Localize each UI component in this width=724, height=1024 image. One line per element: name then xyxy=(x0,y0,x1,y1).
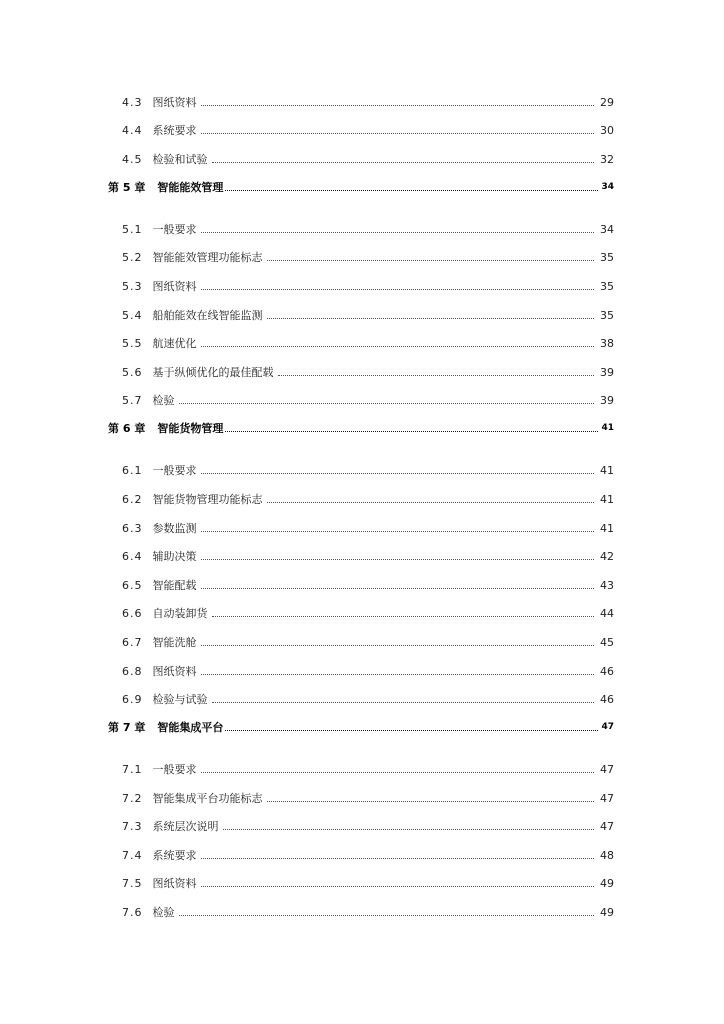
toc-item-row[interactable] xyxy=(108,784,614,813)
dot-leader xyxy=(278,375,595,376)
toc-item-row[interactable] xyxy=(108,117,614,146)
dot-leader xyxy=(179,915,595,916)
toc-entry-page-number: 49 xyxy=(600,906,614,920)
toc-item-row[interactable] xyxy=(108,453,614,485)
toc-item-row[interactable] xyxy=(108,752,614,784)
toc-entry-number: 6.7 xyxy=(122,635,143,649)
toc-entry-page-number: 29 xyxy=(600,95,614,109)
toc-item-row[interactable] xyxy=(108,387,614,416)
toc-entry-title: 检验 xyxy=(152,906,175,920)
toc-entry-number: 6.9 xyxy=(122,693,143,707)
dot-leader xyxy=(225,730,598,731)
toc-entry-number: 4.3 xyxy=(122,95,143,109)
toc-entry-number: 7.4 xyxy=(122,848,143,862)
dot-leader xyxy=(201,858,595,859)
dot-leader xyxy=(201,559,595,560)
toc-entry-page-number: 41 xyxy=(600,521,614,535)
dot-leader xyxy=(201,473,595,474)
toc-entry-page-number: 46 xyxy=(600,664,614,678)
toc-entry-title: 参数监测 xyxy=(152,521,197,535)
toc-entry-page-number: 41 xyxy=(600,464,614,478)
toc-entry-title: 智能货物管理 xyxy=(157,422,224,436)
toc-item-row[interactable] xyxy=(108,628,614,657)
toc-entry-title: 系统层次说明 xyxy=(152,820,219,834)
dot-leader xyxy=(201,289,595,290)
toc-entry-title: 图纸资料 xyxy=(152,664,197,678)
toc-entry-number: 5.2 xyxy=(122,251,143,265)
toc-entry-page-number: 39 xyxy=(600,365,614,379)
dot-leader xyxy=(201,772,595,773)
toc-item-row[interactable] xyxy=(108,571,614,600)
toc-entry-number: 7.3 xyxy=(122,820,143,834)
toc-entry-title: 智能能效管理功能标志 xyxy=(152,251,263,265)
toc-entry-number: 第 6 章 xyxy=(108,422,146,436)
toc-entry-page-number: 35 xyxy=(600,251,614,265)
dot-leader xyxy=(201,346,595,347)
toc-entry-page-number: 35 xyxy=(600,308,614,322)
toc-entry-title: 检验与试验 xyxy=(152,693,208,707)
toc-entry-number: 6.6 xyxy=(122,607,143,621)
dot-leader xyxy=(225,190,598,191)
dot-leader xyxy=(223,829,595,830)
toc-entry-title: 智能能效管理 xyxy=(157,180,224,194)
toc-entry-number: 5.1 xyxy=(122,222,143,236)
toc-entry-number: 4.4 xyxy=(122,124,143,138)
toc-item-row[interactable] xyxy=(108,244,614,273)
toc-entry-title: 基于纵倾优化的最佳配载 xyxy=(152,365,274,379)
toc-entry-number: 7.1 xyxy=(122,763,143,777)
dot-leader xyxy=(201,105,595,106)
toc-entry-title: 智能洗舱 xyxy=(152,635,197,649)
dot-leader xyxy=(267,318,595,319)
toc-item-row[interactable] xyxy=(108,813,614,842)
toc-entry-page-number: 47 xyxy=(601,722,614,733)
toc-entry-title: 一般要求 xyxy=(152,222,197,236)
dot-leader xyxy=(267,502,595,503)
toc-entry-number: 4.5 xyxy=(122,152,143,166)
toc-entry-number: 6.8 xyxy=(122,664,143,678)
dot-leader xyxy=(225,431,598,432)
toc-entry-number: 6.4 xyxy=(122,550,143,564)
toc-entry-number: 第 5 章 xyxy=(108,180,146,194)
toc-item-row[interactable] xyxy=(108,841,614,870)
toc-entry-number: 5.5 xyxy=(122,337,143,351)
toc-entry-title: 图纸资料 xyxy=(152,279,197,293)
toc-item-row[interactable] xyxy=(108,330,614,359)
toc-entry-number: 6.3 xyxy=(122,521,143,535)
toc-entry-title: 航速优化 xyxy=(152,337,197,351)
toc-chapter-row[interactable] xyxy=(108,174,614,212)
toc-item-row[interactable] xyxy=(108,485,614,514)
toc-entry-page-number: 43 xyxy=(600,578,614,592)
toc-entry-number: 7.6 xyxy=(122,906,143,920)
toc-item-row[interactable] xyxy=(108,88,614,117)
toc-item-row[interactable] xyxy=(108,870,614,899)
toc-entry-page-number: 35 xyxy=(600,279,614,293)
dot-leader xyxy=(267,260,595,261)
toc-entry-page-number: 49 xyxy=(600,877,614,891)
toc-entry-number: 5.3 xyxy=(122,279,143,293)
toc-entry-number: 6.1 xyxy=(122,464,143,478)
toc-chapter-row[interactable] xyxy=(108,415,614,453)
dot-leader xyxy=(201,531,595,532)
toc-entry-page-number: 41 xyxy=(601,423,614,434)
toc-entry-page-number: 47 xyxy=(600,791,614,805)
toc-entry-number: 7.2 xyxy=(122,791,143,805)
toc-item-row[interactable] xyxy=(108,145,614,174)
toc-entry-title: 自动装卸货 xyxy=(152,607,208,621)
toc-entry-title: 检验和试验 xyxy=(152,152,208,166)
toc-chapter-row[interactable] xyxy=(108,714,614,752)
dot-leader xyxy=(201,645,595,646)
dot-leader xyxy=(201,674,595,675)
toc-entry-title: 检验 xyxy=(152,394,175,408)
toc-item-row[interactable] xyxy=(108,272,614,301)
toc-entry-title: 智能货物管理功能标志 xyxy=(152,492,263,506)
toc-entry-title: 一般要求 xyxy=(152,763,197,777)
toc-entry-page-number: 38 xyxy=(600,337,614,351)
dot-leader xyxy=(201,232,595,233)
toc-entry-title: 图纸资料 xyxy=(152,95,197,109)
toc-item-row[interactable] xyxy=(108,514,614,543)
toc-entry-page-number: 48 xyxy=(600,848,614,862)
toc-entry-title: 智能集成平台 xyxy=(157,721,224,735)
toc-entry-title: 智能集成平台功能标志 xyxy=(152,791,263,805)
dot-leader xyxy=(179,403,595,404)
toc-item-row[interactable] xyxy=(108,301,614,330)
toc-entry-number: 5.6 xyxy=(122,365,143,379)
toc-item-row[interactable] xyxy=(108,657,614,686)
dot-leader xyxy=(201,588,595,589)
toc-item-row[interactable] xyxy=(108,686,614,715)
toc-entry-page-number: 42 xyxy=(600,550,614,564)
toc-entry-number: 6.5 xyxy=(122,578,143,592)
toc-item-row[interactable] xyxy=(108,358,614,387)
toc-item-row[interactable] xyxy=(108,212,614,244)
toc-entry-page-number: 39 xyxy=(600,394,614,408)
toc-entry-number: 6.2 xyxy=(122,492,143,506)
toc-entry-page-number: 47 xyxy=(600,820,614,834)
toc-item-row[interactable] xyxy=(108,898,614,927)
toc-entry-title: 智能配载 xyxy=(152,578,197,592)
toc-entry-page-number: 45 xyxy=(600,635,614,649)
dot-leader xyxy=(212,702,595,703)
toc-entry-number: 5.7 xyxy=(122,394,143,408)
dot-leader xyxy=(212,162,595,163)
toc-entry-title: 辅助决策 xyxy=(152,550,197,564)
toc-entry-title: 船舶能效在线智能监测 xyxy=(152,308,263,322)
toc-entry-title: 一般要求 xyxy=(152,464,197,478)
toc-entry-number: 5.4 xyxy=(122,308,143,322)
dot-leader xyxy=(267,801,595,802)
table-of-contents xyxy=(108,88,614,927)
toc-entry-page-number: 41 xyxy=(600,492,614,506)
toc-entry-page-number: 34 xyxy=(600,222,614,236)
toc-entry-page-number: 30 xyxy=(600,124,614,138)
toc-entry-page-number: 46 xyxy=(600,693,614,707)
toc-entry-page-number: 44 xyxy=(600,607,614,621)
toc-item-row[interactable] xyxy=(108,543,614,572)
toc-entry-number: 7.5 xyxy=(122,877,143,891)
toc-entry-title: 图纸资料 xyxy=(152,877,197,891)
dot-leader xyxy=(212,616,595,617)
toc-item-row[interactable] xyxy=(108,600,614,629)
dot-leader xyxy=(201,886,595,887)
toc-entry-title: 系统要求 xyxy=(152,848,197,862)
toc-entry-title: 系统要求 xyxy=(152,124,197,138)
toc-entry-number: 第 7 章 xyxy=(108,721,146,735)
toc-entry-page-number: 34 xyxy=(601,181,614,192)
toc-entry-page-number: 47 xyxy=(600,763,614,777)
dot-leader xyxy=(201,133,595,134)
toc-entry-page-number: 32 xyxy=(600,152,614,166)
